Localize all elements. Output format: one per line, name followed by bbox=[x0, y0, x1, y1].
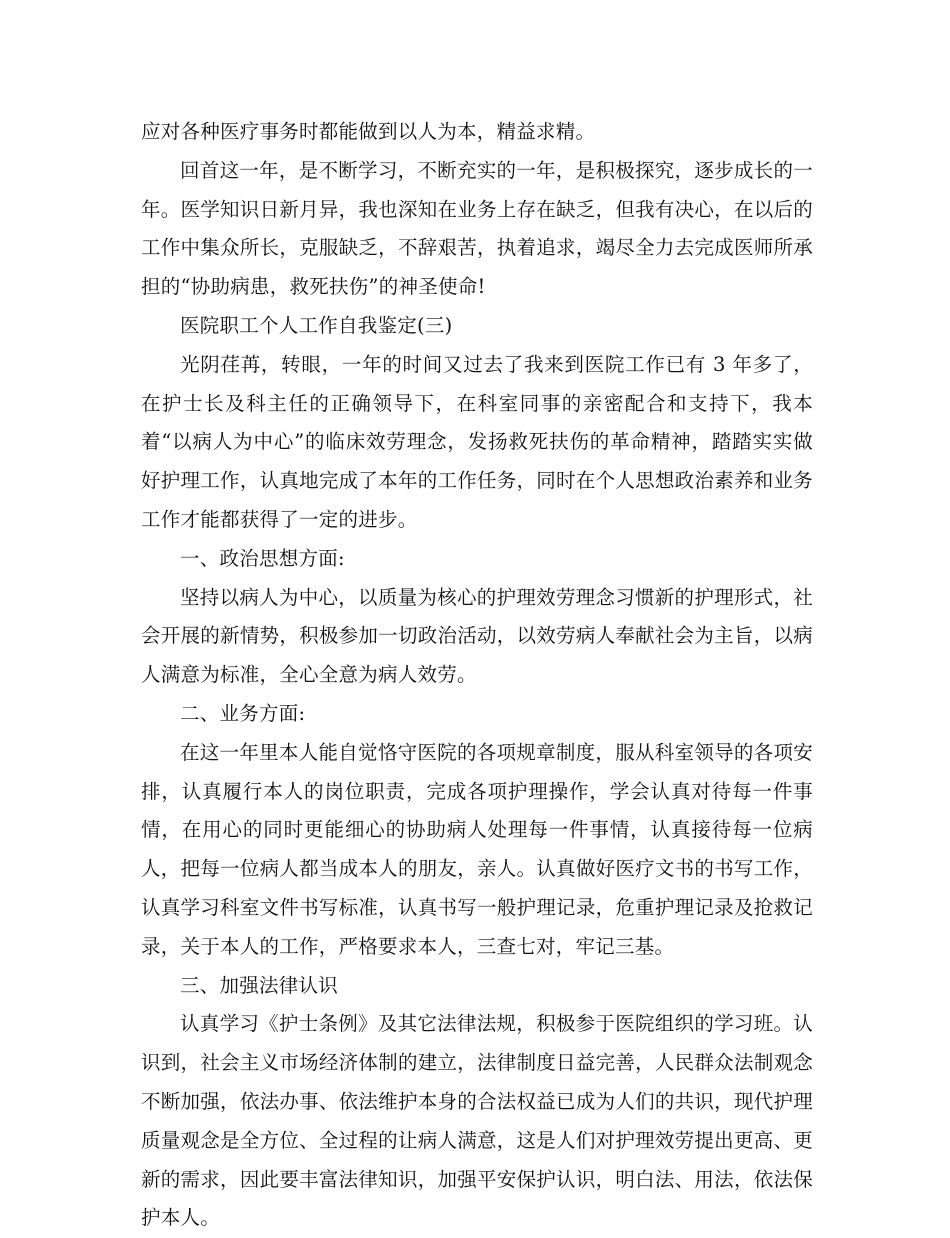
paragraph: 应对各种医疗事务时都能做到以人为本，精益求精。 bbox=[141, 120, 596, 143]
paragraph: 在这一年里本人能自觉恪守医院的各项规章制度，服从科室领导的各项安排，认真履行本人的岗位职责，完成各项护理操作，学会认真对待每一件事情，在用心的同时更能细心的协助病人处理每一件事情，认真接待每一位病人，把每一位病人都当成本人的朋友，亲人。认真做好医疗文书的书写工作，认真学习科室文件书写标准，认真书写一般护理记录，危重护理记录及抢救记录，关于本人的工作，严格要求本人，三查七对，牢记三基。 bbox=[141, 740, 813, 958]
document-body bbox=[141, 113, 813, 1238]
section-heading: 二、业务方面: bbox=[180, 701, 306, 725]
section-title: 医院职工个人工作自我鉴定(三) bbox=[180, 313, 453, 337]
section-heading: 三、加强法律认识 bbox=[180, 973, 339, 997]
section-heading: 一、政治思想方面: bbox=[180, 546, 345, 570]
paragraph: 认真学习《护士条例》及其它法律法规，积极参于医院组织的学习班。认识到，社会主义市场经济体制的建立，法律制度日益完善，人民群众法制观念不断加强，依法办事、依法维护本身的合法权益已成为人们的共识，现代护理质量观念是全方位、全过程的让病人满意，这是人们对护理效劳提出更高、更新的需求，因此要丰富法律知识，加强平安保护认识，明白法、用法，依法保护本人。 bbox=[141, 1012, 813, 1230]
paragraph: 光阴荏苒，转眼，一年的时间又过去了我来到医院工作已有 3 年多了，在护士长及科主任的正确领导下，在科室同事的亲密配合和支持下，我本着“以病人为中心”的临床效劳理念，发扬救死扶伤的革命精神，踏踏实实做好护理工作，认真地完成了本年的工作任务，同时在个人思想政治素养和业务工作才能都获得了一定的进步。 bbox=[141, 352, 813, 531]
paragraph: 坚持以病人为中心，以质量为核心的护理效劳理念习惯新的护理形式，社会开展的新情势，积极参加一切政治活动，以效劳病人奉献社会为主旨，以病人满意为标准，全心全意为病人效劳。 bbox=[141, 585, 813, 687]
paragraph: 回首这一年，是不断学习，不断充实的一年，是积极探究，逐步成长的一年。医学知识日新月异，我也深知在业务上存在缺乏，但我有决心，在以后的工作中集众所长，克服缺乏，不辞艰苦，执着追求，竭尽全力去完成医师所承担的“协助病患，救死扶伤”的神圣使命! bbox=[141, 158, 813, 299]
